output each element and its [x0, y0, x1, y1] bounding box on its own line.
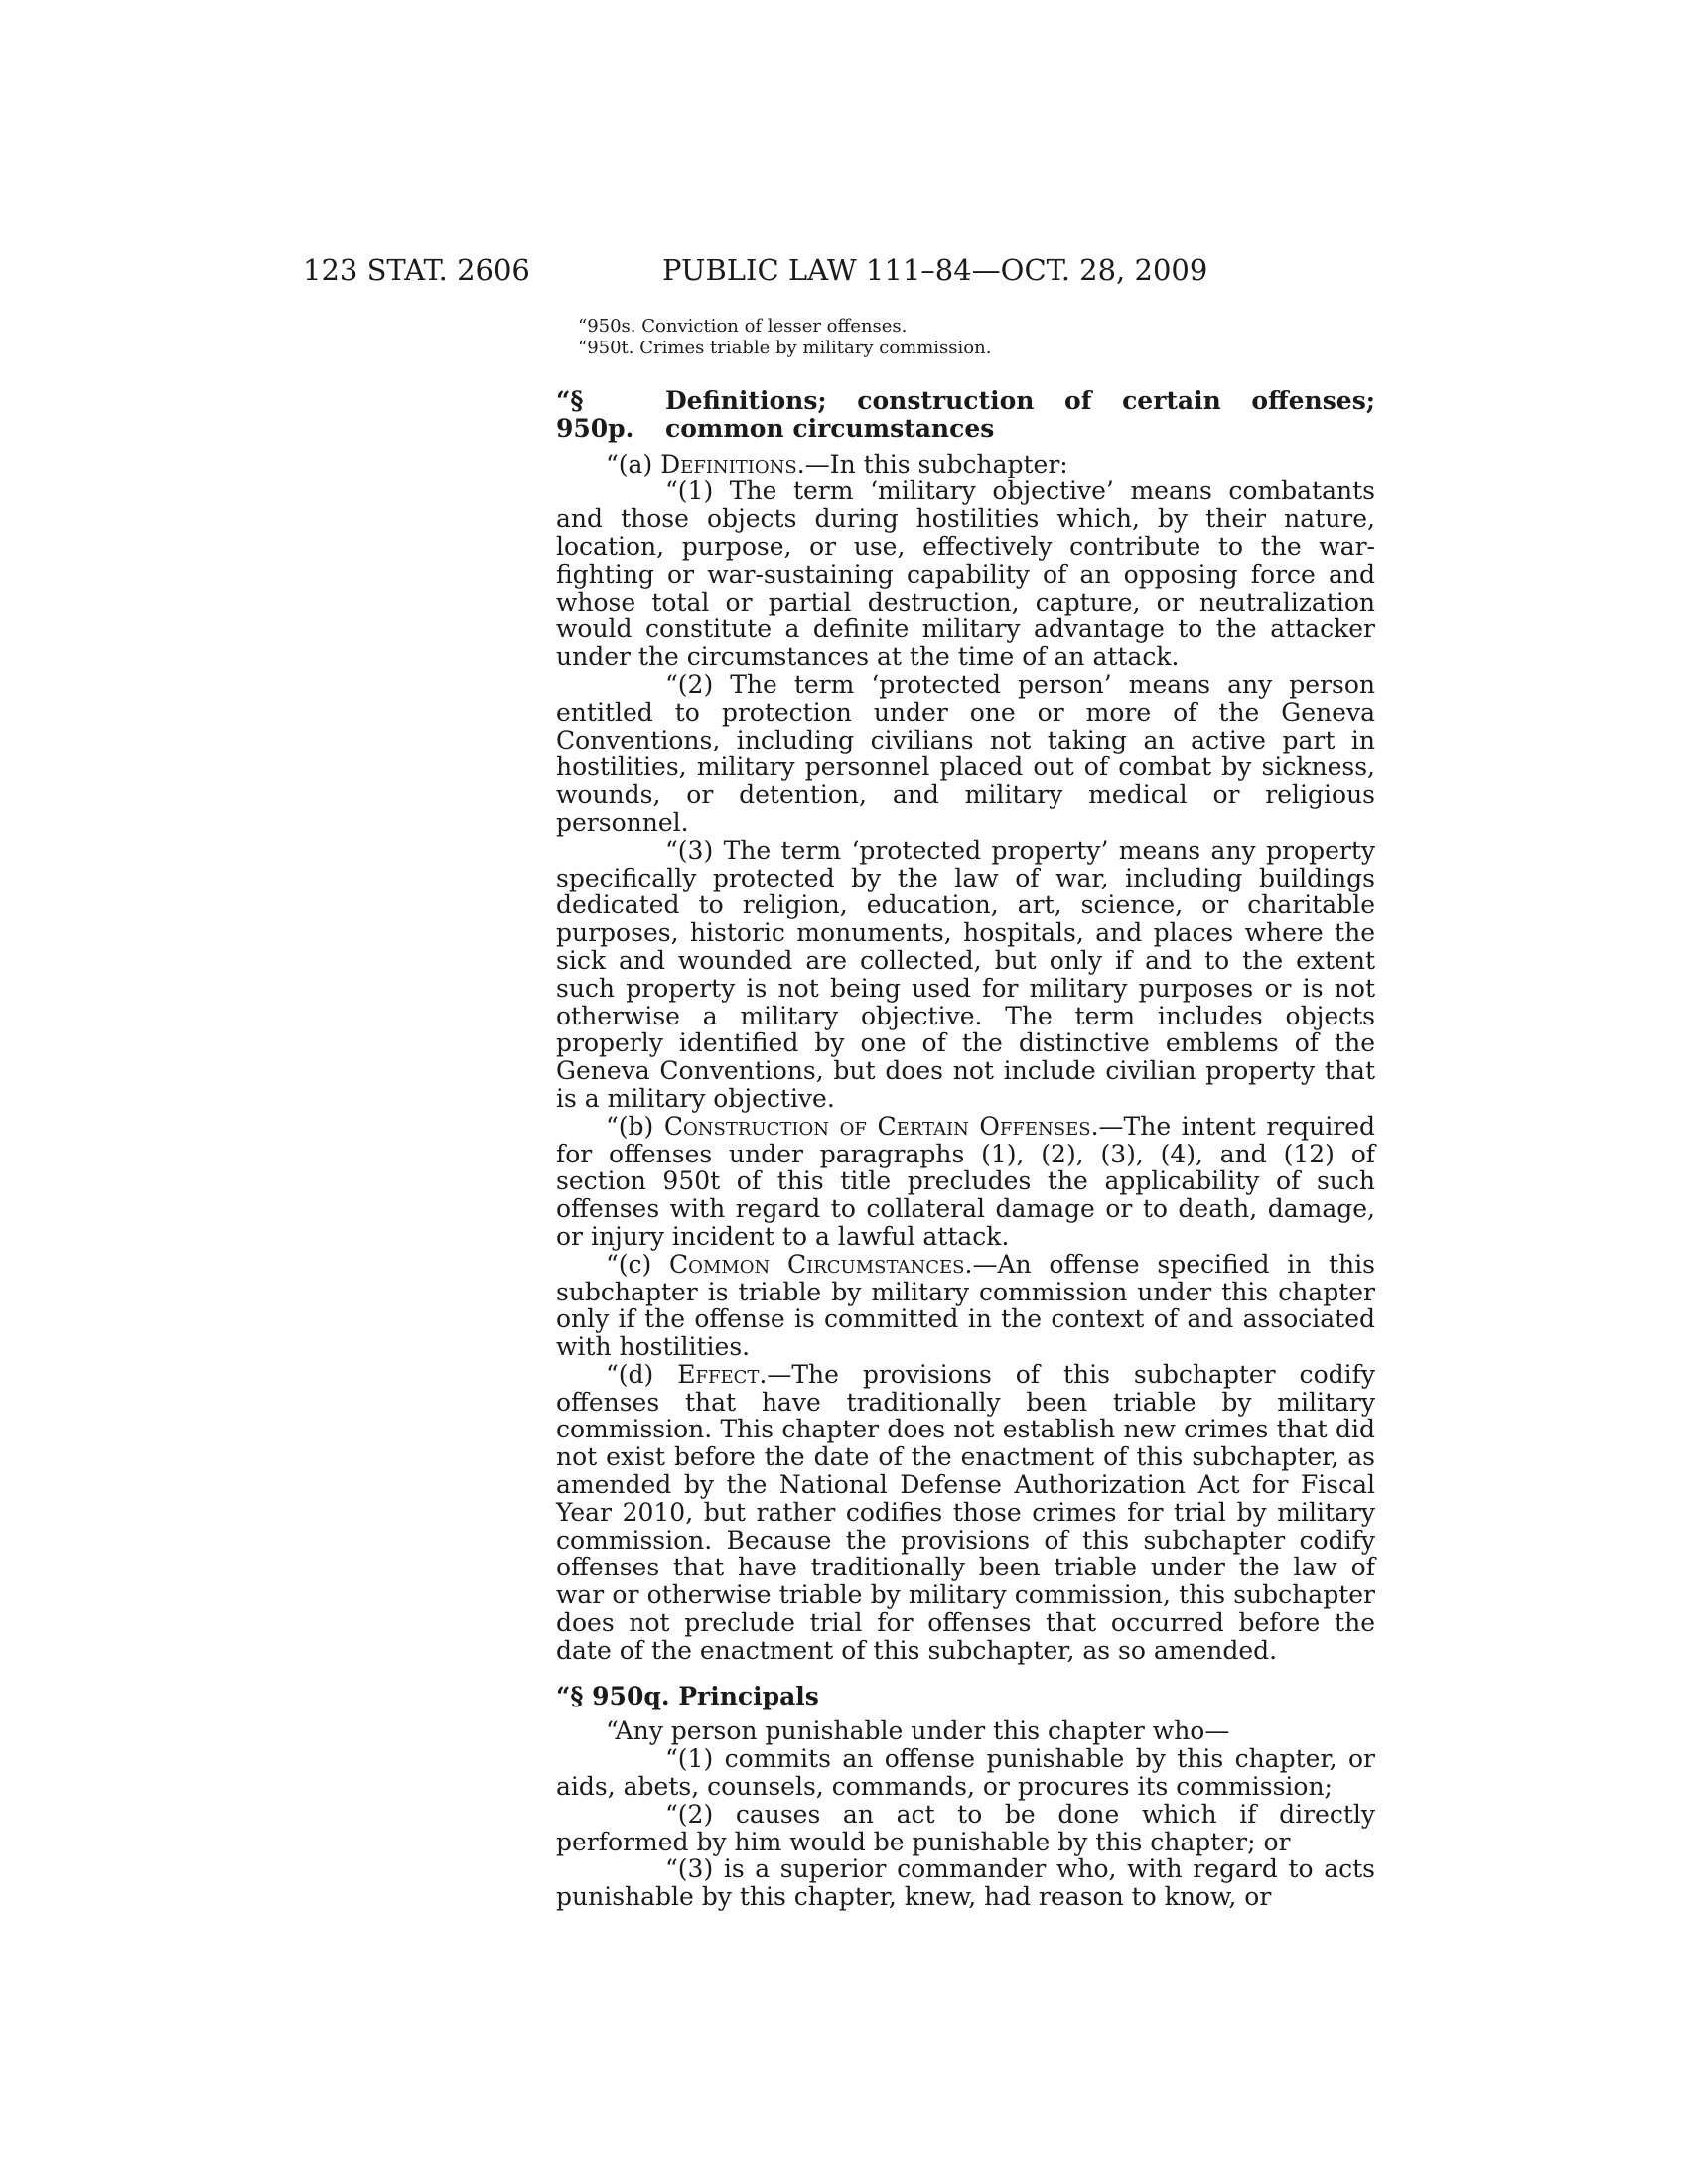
subsection-c: “(c) Common Circumstances.—An offense specified in this subchapter is triable by military commission under this chapter only if the offense is committed in the context of and associated with hostilities. — [556, 1249, 1375, 1362]
statute-page-number: 123 STAT. 2606 — [303, 253, 530, 287]
section-950q-intro: “Any person punishable under this chapter who— — [606, 1716, 1230, 1746]
paragraph-a1: “(1) The term ‘military objective’ means combatants and those objects during hostilities which, by their nature, location, purpose, or use, effectively contribute to the war-fighting or war-sustaining capability of an opposing force and whose total or partial destruction, capture, or neutralization would constitute a definite military advantage to the attacker under the circumstances at the time of an attack. — [556, 477, 1375, 672]
subsection-b-heading: Construction of Certain Offenses — [663, 1111, 1091, 1141]
subsection-d-heading: Effect — [677, 1359, 760, 1389]
table-of-contents-continuation — [556, 316, 1375, 359]
page-header — [303, 250, 1385, 290]
section-950p-number: “§ 950p. — [556, 386, 634, 443]
subsection-a-heading: Definitions — [660, 449, 797, 478]
subsection-b: “(b) Construction of Certain Offenses.—The intent required for offenses under paragraphs (1), (2), (3), (4), and (12) of section 950t of this title precludes the applicability of such offenses with regard to collateral damage or to death, damage, or injury incident to a lawful attack. — [556, 1111, 1376, 1251]
subsection-c-heading: Common Circumstances — [669, 1249, 965, 1279]
paragraph-a3: “(3) The term ‘protected property’ means any property specifically protected by the law of war, including buildings dedicated to religion, education, art, science, or charitable purposes, historic monuments, hospitals, and places where the sick and wounded are collected, but only if and to the extent such property is not being used for military purposes or is not otherwise a military objective. The term includes objects properly identified by one of the distinctive emblems of the Geneva Conventions, but does not include civilian property that is a military objective. — [556, 835, 1375, 1113]
paragraph-a2: “(2) The term ‘protected person’ means any person entitled to protection under one or more of the Geneva Conventions, including civilians not taking an active part in hostilities, military personnel placed out of combat by sickness, wounds, or detention, and military medical or religious personnel. — [556, 669, 1375, 837]
public-law-running-head: PUBLIC LAW 111–84—OCT. 28, 2009 — [662, 253, 1208, 287]
section-950p-heading — [556, 387, 1375, 443]
section-950q-paragraph-1: “(1) commits an offense punishable by this chapter, or aids, abets, counsels, commands, or procures its commission; — [556, 1744, 1375, 1802]
subsection-d: “(d) Effect.—The provisions of this subchapter codify offenses that have traditionally been triable by military commission. This chapter does not establish new crimes that did not exist before the date of the enactment of this subchapter, as amended by the National Defense Authorization Act for Fiscal Year 2010, but rather codifies those crimes for trial by military commission. Because the provisions of this subchapter codify offenses that have traditionally been triable under the law of war or otherwise triable by military commission, this subchapter does not preclude trial for offenses that occurred before the date of the enactment of this subchapter, as so amended. — [556, 1359, 1375, 1665]
page-body — [556, 316, 1375, 1911]
subsection-a-intro: “(a) Definitions.—In this subchapter: — [606, 449, 1068, 478]
section-950p-title: Definitions; construction of certain offenses; common circumstances — [665, 386, 1375, 443]
section-950q-heading: “§ 950q. Principals — [556, 1681, 819, 1710]
toc-item: “950t. Crimes triable by military commission. — [578, 338, 992, 358]
section-950q-paragraph-2: “(2) causes an act to be done which if directly performed by him would be punishable by this chapter; or — [556, 1799, 1375, 1856]
section-950q-paragraph-3: “(3) is a superior commander who, with regard to acts punishable by this chapter, knew, had reason to know, or — [556, 1854, 1375, 1912]
toc-item: “950s. Conviction of lesser offenses. — [578, 316, 908, 337]
